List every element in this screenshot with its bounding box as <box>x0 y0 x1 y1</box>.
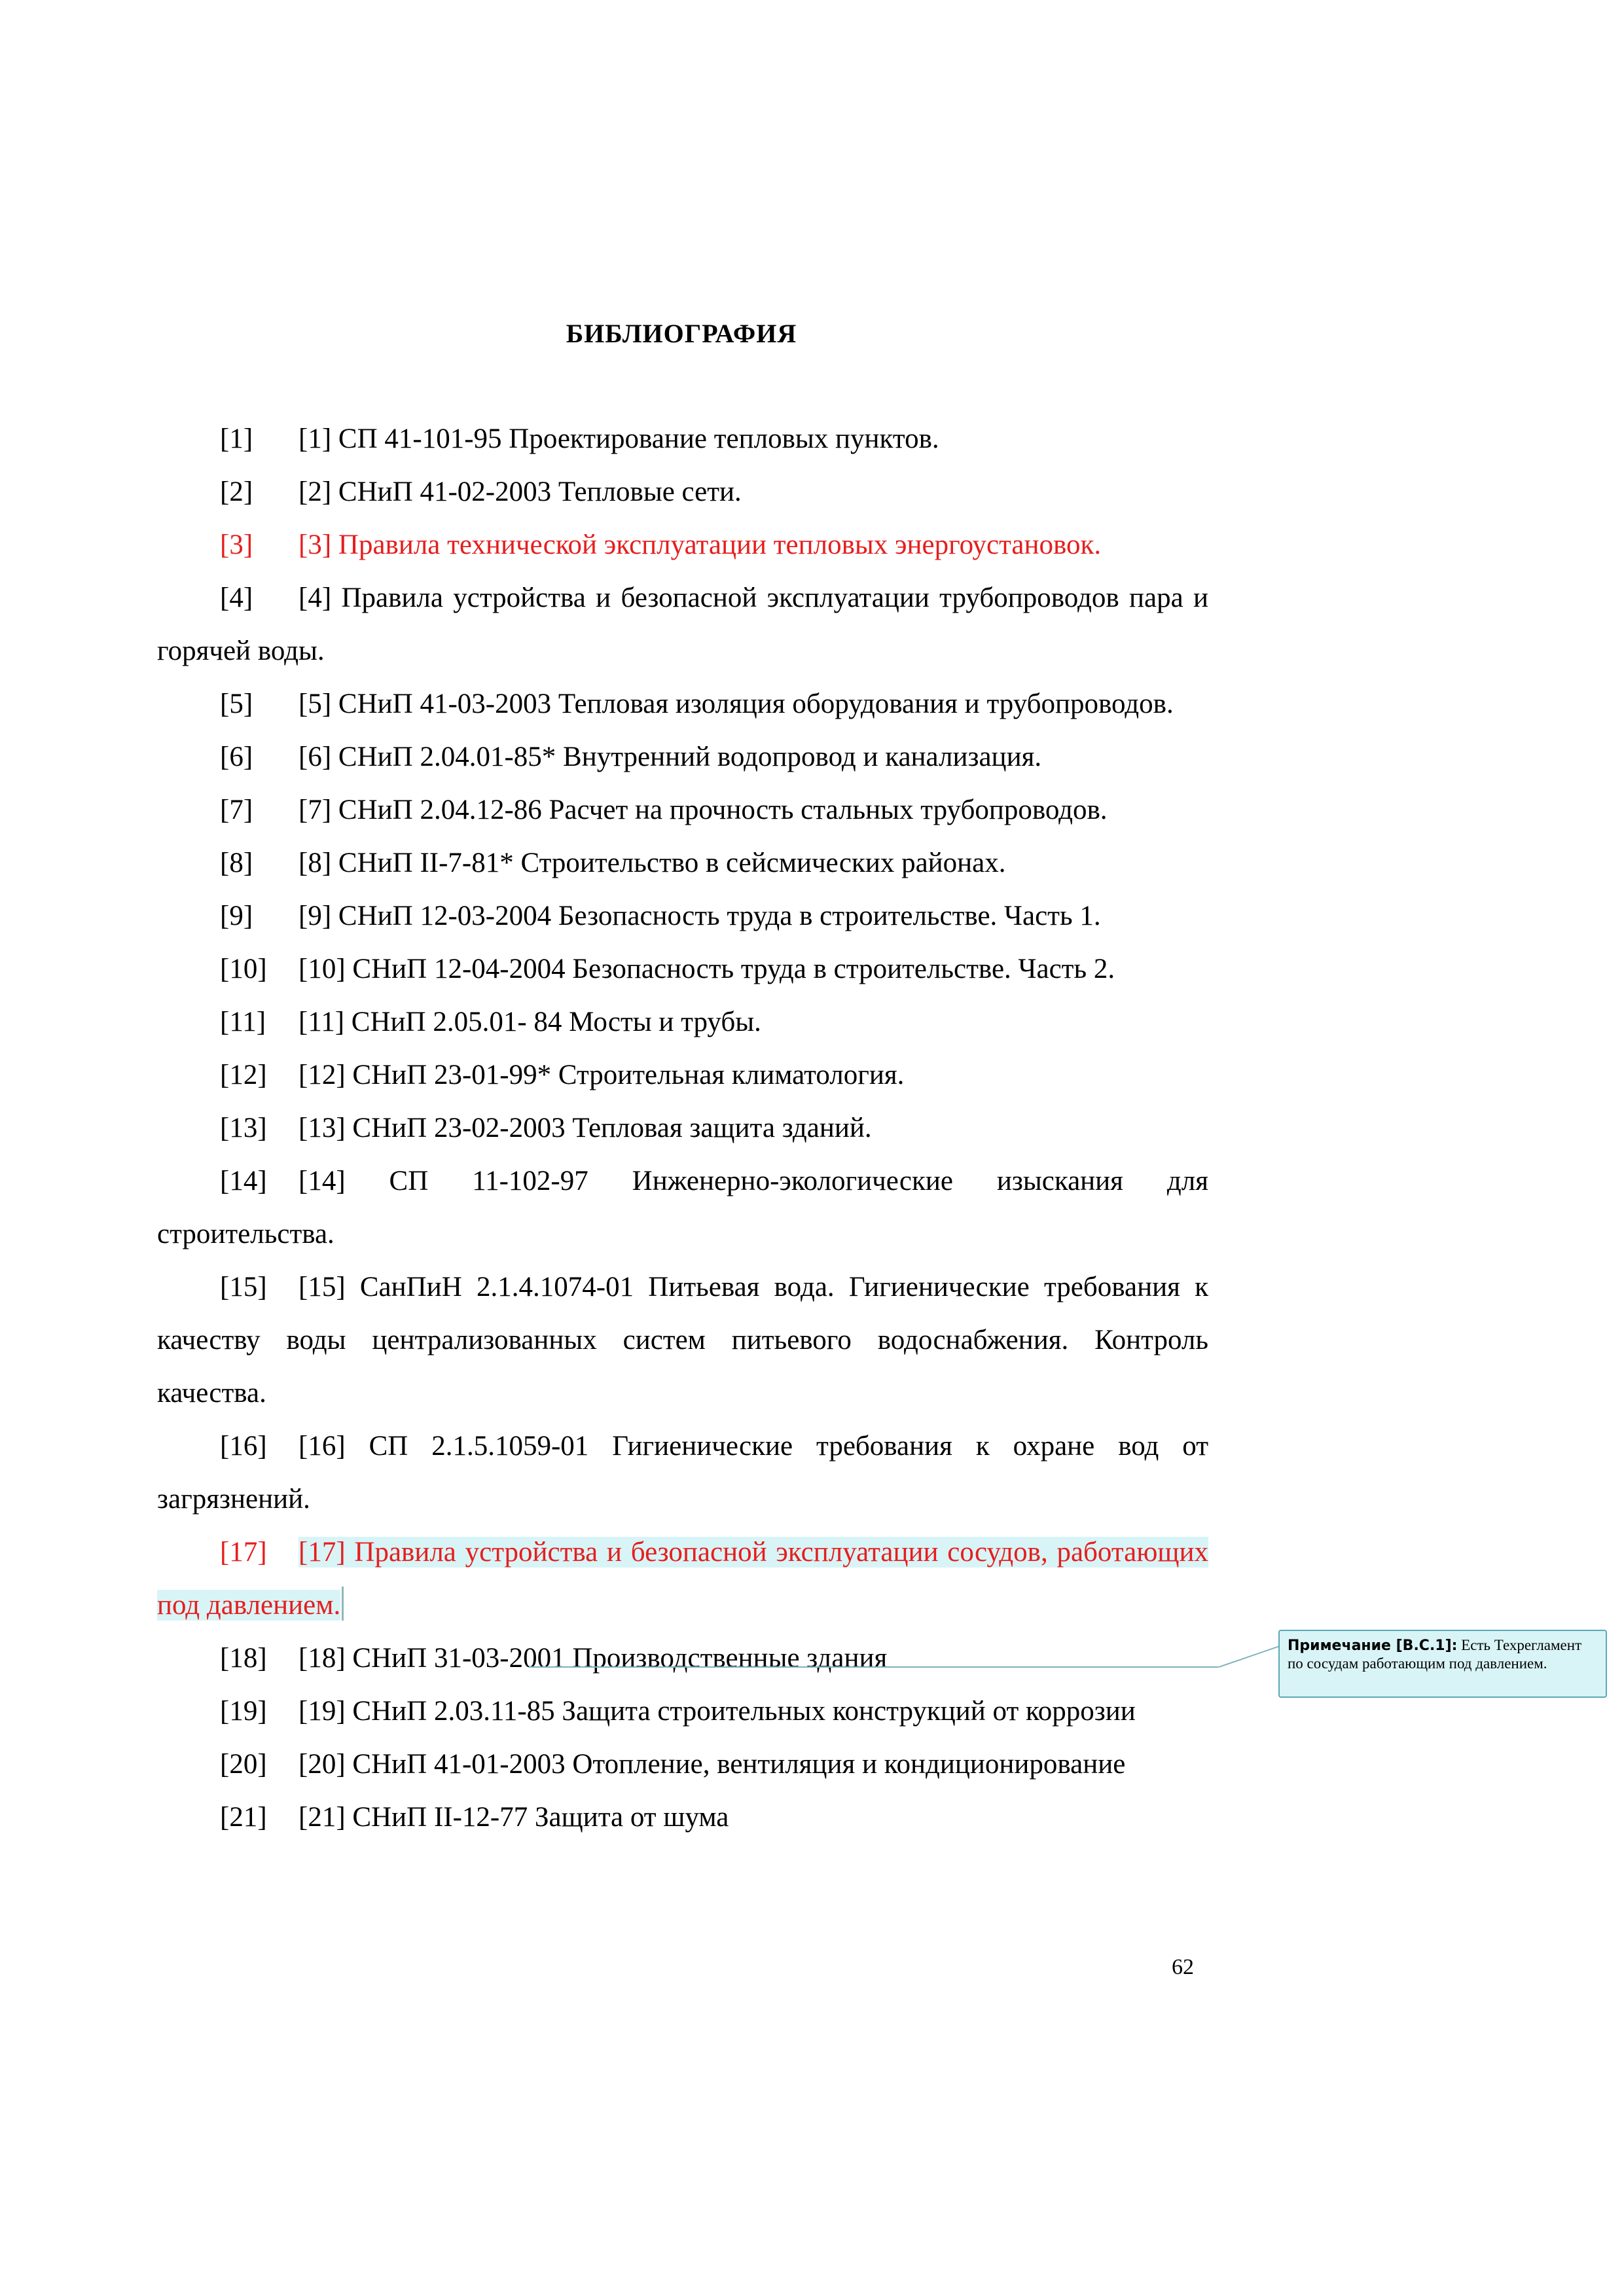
comment-connector-line <box>529 1666 1219 1668</box>
bibliography-entry-12 <box>157 1049 1208 1102</box>
entry-number: [19] <box>220 1696 267 1727</box>
entry-number: [3] <box>220 529 253 560</box>
entry-text: [4] Правила устройства и безопасной эксплуатации трубопроводов пара и горячей воды. <box>157 583 1208 666</box>
entry-text: [8] СНиП II-7-81* Строительство в сейсмических районах. <box>298 848 1006 878</box>
entry-number: [13] <box>220 1113 267 1143</box>
entry-number: [8] <box>220 848 253 878</box>
entry-number: [12] <box>220 1060 267 1090</box>
bibliography-list <box>157 412 1208 1844</box>
entry-number: [5] <box>220 689 253 719</box>
entry-text: [11] СНиП 2.05.01- 84 Мосты и трубы. <box>298 1007 761 1037</box>
entry-number: [2] <box>220 476 253 507</box>
bibliography-entry-1 <box>157 412 1208 465</box>
bibliography-entry-4 <box>157 571 1208 677</box>
comment-anchor-marker[interactable] <box>342 1587 344 1621</box>
entry-text: [14] СП 11-102-97 Инженерно-экологические изыскания для строительства. <box>157 1166 1208 1249</box>
page-number: 62 <box>1172 1955 1194 1979</box>
entry-number: [17] <box>220 1537 267 1568</box>
entry-number: [14] <box>220 1166 267 1196</box>
bibliography-entry-14 <box>157 1155 1208 1261</box>
bibliography-entry-16 <box>157 1420 1208 1526</box>
comment-text: Есть Техрегламент по сосудам работающим под давлением. <box>1288 1637 1582 1672</box>
entry-text: [9] СНиП 12-03-2004 Безопасность труда в строительстве. Часть 1. <box>298 901 1101 931</box>
bibliography-entry-3 <box>157 518 1208 571</box>
entry-text: [12] СНиП 23-01-99* Строительная климатология. <box>298 1060 905 1090</box>
entry-text: [3] Правила технической эксплуатации тепловых энергоустановок. <box>298 529 1102 560</box>
entry-number: [20] <box>220 1749 267 1780</box>
comment-label: Примечание [B.C.1]: <box>1288 1638 1458 1654</box>
entry-number: [21] <box>220 1802 267 1833</box>
bibliography-entry-7 <box>157 783 1208 836</box>
entry-number: [18] <box>220 1643 267 1674</box>
entry-text: [2] СНиП 41-02-2003 Тепловые сети. <box>298 476 742 507</box>
entry-number: [9] <box>220 901 253 931</box>
bibliography-entry-17 <box>157 1526 1208 1632</box>
bibliography-entry-6 <box>157 730 1208 783</box>
entry-text: [20] СНиП 41-01-2003 Отопление, вентиляция и кондиционирование <box>298 1749 1126 1780</box>
entry-text: [7] СНиП 2.04.12-86 Расчет на прочность стальных трубопроводов. <box>298 795 1108 825</box>
entry-number: [1] <box>220 423 253 454</box>
bibliography-entry-21 <box>157 1791 1208 1844</box>
bibliography-entry-13 <box>157 1102 1208 1155</box>
page-title: БИБЛИОГРАФИЯ <box>566 319 797 348</box>
bibliography-entry-10 <box>157 942 1208 996</box>
entry-text: [17] Правила устройства и безопасной эксплуатации сосудов, работающих под давлением. <box>157 1537 1208 1621</box>
bibliography-entry-5 <box>157 677 1208 730</box>
bibliography-entry-19 <box>157 1685 1208 1738</box>
bibliography-entry-8 <box>157 836 1208 889</box>
entry-text: [16] СП 2.1.5.1059-01 Гигиенические требования к охране вод от загрязнений. <box>157 1431 1208 1515</box>
entry-number: [6] <box>220 742 253 772</box>
entry-text: [1] СП 41-101-95 Проектирование тепловых пунктов. <box>298 423 939 454</box>
review-comment-balloon[interactable] <box>1278 1630 1607 1698</box>
entry-text: [13] СНиП 23-02-2003 Тепловая защита зданий. <box>298 1113 872 1143</box>
entry-number: [16] <box>220 1431 267 1462</box>
bibliography-entry-9 <box>157 889 1208 942</box>
entry-number: [10] <box>220 954 267 984</box>
entry-number: [4] <box>220 583 253 613</box>
entry-text: [19] СНиП 2.03.11-85 Защита строительных конструкций от коррозии <box>298 1696 1136 1727</box>
entry-text: [10] СНиП 12-04-2004 Безопасность труда в строительстве. Часть 2. <box>298 954 1115 984</box>
entry-number: [7] <box>220 795 253 825</box>
bibliography-entry-15 <box>157 1261 1208 1420</box>
entry-text: [15] СанПиН 2.1.4.1074-01 Питьевая вода. Гигиенические требования к качеству воды централизованных систем питьевого водоснабжения. Контроль качества. <box>157 1272 1208 1408</box>
bibliography-entry-18 <box>157 1632 1208 1685</box>
entry-text: [21] СНиП II-12-77 Защита от шума <box>298 1802 729 1833</box>
entry-text: [5] СНиП 41-03-2003 Тепловая изоляция оборудования и трубопроводов. <box>298 689 1174 719</box>
bibliography-entry-2 <box>157 465 1208 518</box>
bibliography-entry-20 <box>157 1738 1208 1791</box>
entry-number: [15] <box>220 1272 267 1302</box>
entry-text: [18] СНиП 31-03-2001 Производственные здания <box>298 1643 888 1674</box>
bibliography-entry-11 <box>157 996 1208 1049</box>
entry-text: [6] СНиП 2.04.01-85* Внутренний водопровод и канализация. <box>298 742 1042 772</box>
entry-number: [11] <box>220 1007 266 1037</box>
